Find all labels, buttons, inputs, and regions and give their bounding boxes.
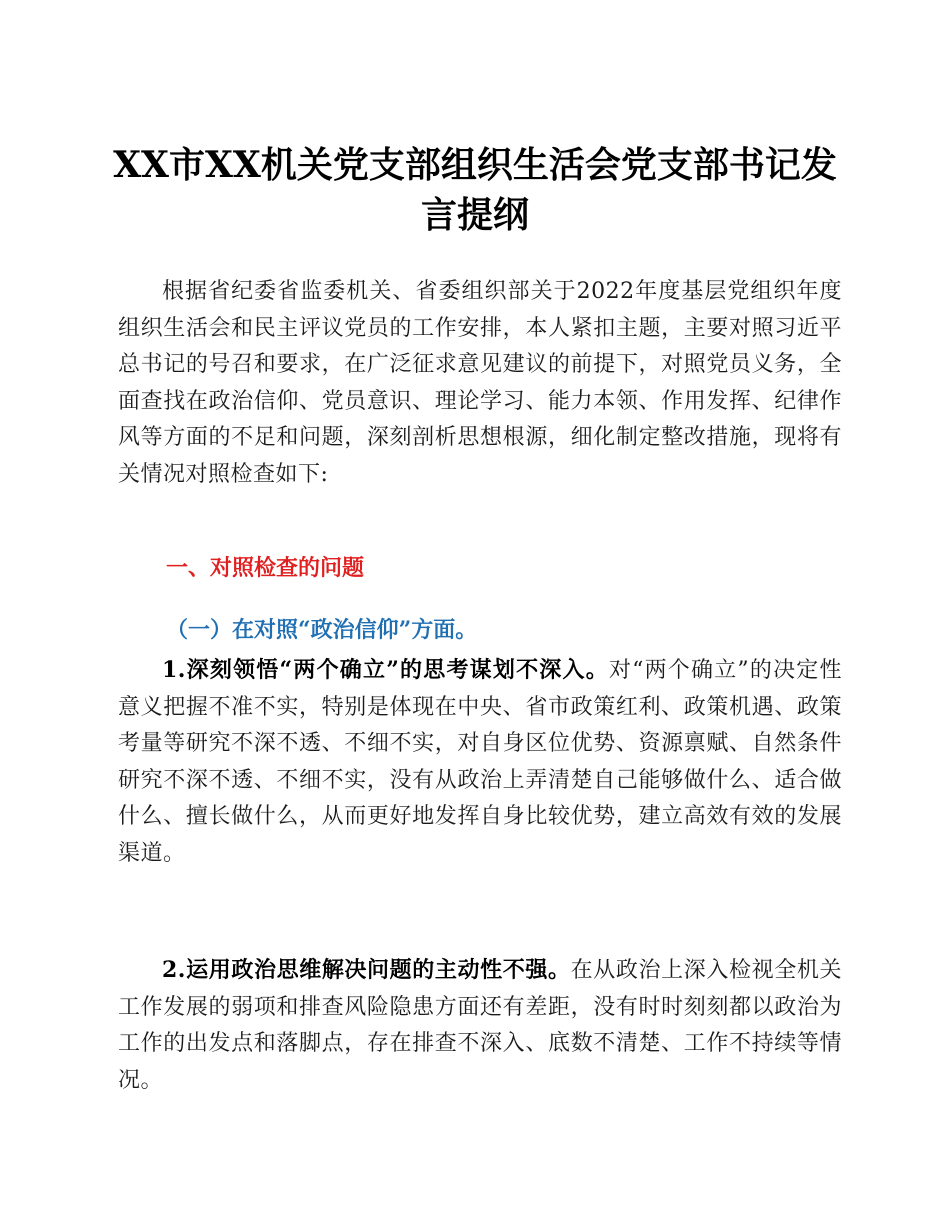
document-title: XX市XX机关党支部组织生活会党支部书记发言提纲 xyxy=(113,144,837,236)
intro-paragraph: 根据省纪委省监委机关、省委组织部关于2022年度基层党组织年度组织生活会和民主评议党员的工作安排，本人紧扣主题，主要对照习近平总书记的号召和要求，在广泛征求意见建议的前提下，对照党员义务，全面查找在政治信仰、党员意识、理论学习、能力本领、作用发挥、纪律作风等方面的不足和问题，深刻剖析思想根源，细化制定整改措施，现将有关情况对照检查如下: xyxy=(118,279,842,487)
subsection-heading: （一）在对照“政治信仰”方面。 xyxy=(166,617,478,643)
item-lead: 2.运用政治思维解决问题的主动性不强。 xyxy=(162,957,571,983)
list-item xyxy=(118,652,842,872)
item-body: 在从政治上深入检视全机关工作发展的弱项和排查风险隐患方面还有差距，没有时时刻刻都以政治为工作的出发点和落脚点，存在排查不深入、底数不清楚、工作不持续等情况。 xyxy=(118,958,842,1093)
list-item xyxy=(118,952,842,1099)
item-body: 对“两个确立”的决定性意义把握不准不实，特别是体现在中央、省市政策红利、政策机遇、政策考量等研究不深不透、不细不实，对自身区位优势、资源禀赋、自然条件研究不深不透、不细不实，没有从政治上弄清楚自己能够做什么、适合做什么、擅长做什么，从而更好地发挥自身比较优势，建立高效有效的发展渠道。 xyxy=(118,658,843,866)
item-lead: 1.深刻领悟“两个确立”的思考谋划不深入。 xyxy=(162,657,609,683)
section-heading: 一、对照检查的问题 xyxy=(166,556,365,581)
